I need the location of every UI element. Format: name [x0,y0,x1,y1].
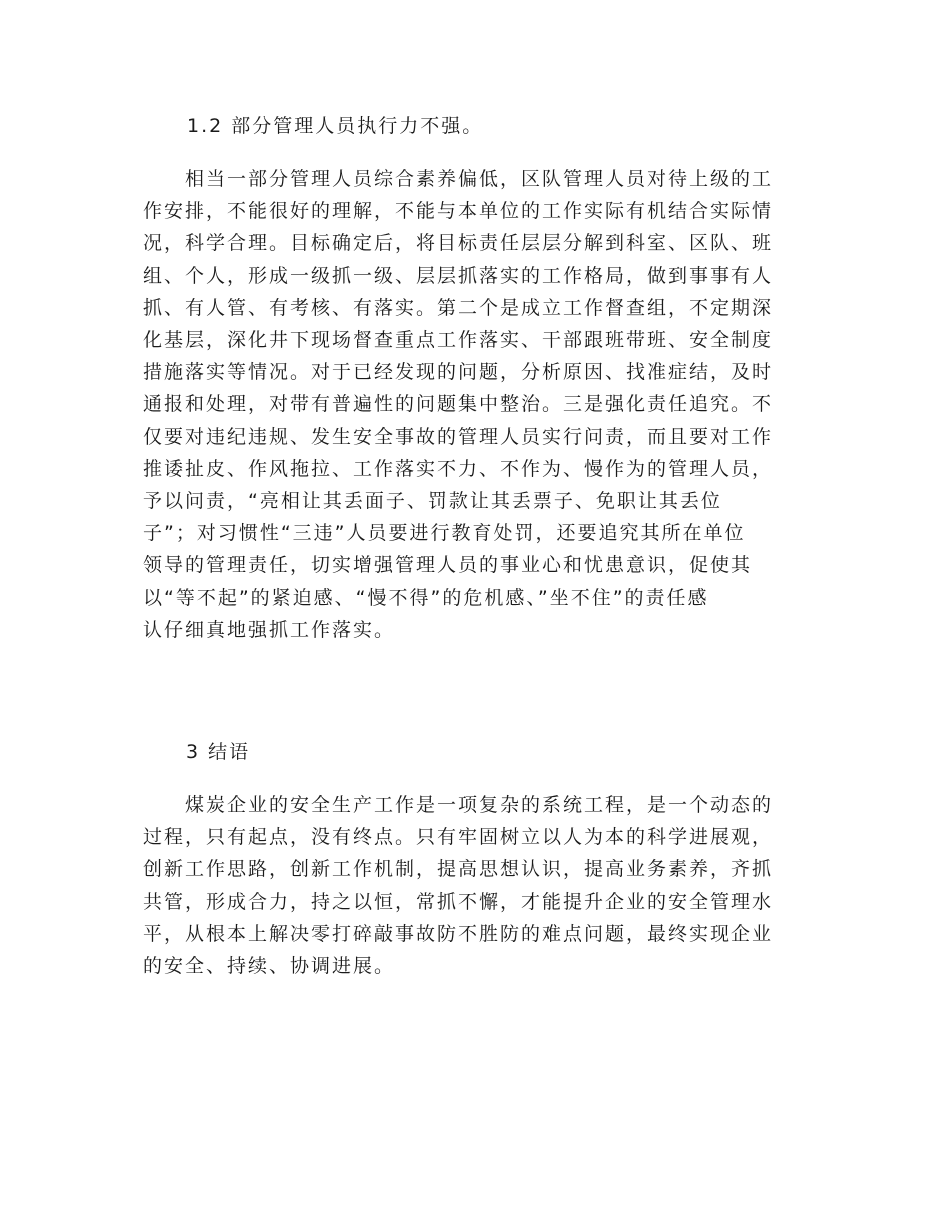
paragraph-line: 通报和处理，对带有普遍性的问题集中整治。三是强化责任追究。不 [143,393,774,416]
conclusion-paragraph [143,789,823,982]
paragraph-line: 平，从根本上解决零打碎敲事故防不胜防的难点问题，最终实现企业 [143,922,774,945]
paragraph-line: 以“等不起”的紧迫感、“慢不得”的危机感、”坐不住”的责任感 [143,586,709,609]
paragraph-line: 抓、有人管、有考核、有落实。第二个是成立工作督查组，不定期深 [143,296,774,319]
paragraph-line: 组、个人，形成一级抓一级、层层抓落实的工作格局，做到事事有人 [143,264,774,287]
paragraph-line: 相当一部分管理人员综合素养偏低，区队管理人员对待上级的工 [143,168,774,190]
paragraph-line: 子”；对习惯性“三违”人员要进行教育处罚，还要追究其所在单位 [143,522,746,545]
section-heading-1-2: 1.2 部分管理人员执行力不强。 [187,115,484,137]
paragraph-line: 况，科学合理。目标确定后，将目标责任层层分解到科室、区队、班 [143,232,774,255]
paragraph-line: 过程，只有起点，没有终点。只有牢固树立以人为本的科学进展观， [143,826,774,849]
paragraph-line: 的安全、持续、协调进展。 [143,955,396,978]
paragraph-line: 予以问责，“亮相让其丢面子、罚款让其丢票子、免职让其丢位 [143,490,722,513]
paragraph-line: 仅要对违纪违规、发生安全事故的管理人员实行问责，而且要对工作 [143,425,774,448]
paragraph-line: 领导的管理责任，切实增强管理人员的事业心和忧患意识，促使其 [143,554,753,577]
paragraph-line: 煤炭企业的安全生产工作是一项复杂的系统工程，是一个动态的 [143,794,774,816]
paragraph-line: 创新工作思路，创新工作机制，提高思想认识，提高业务素养，齐抓 [143,858,774,881]
section-heading-3: 3 结语 [186,741,251,763]
section-1-2-paragraph [143,163,823,646]
paragraph-line: 共管，形成合力，持之以恒，常抓不懈，才能提升企业的安全管理水 [143,890,774,913]
paragraph-line: 认仔细真地强抓工作落实。 [143,618,396,641]
paragraph-line: 化基层，深化井下现场督查重点工作落实、干部跟班带班、安全制度 [143,329,774,352]
paragraph-line: 作安排，不能很好的理解，不能与本单位的工作实际有机结合实际情 [143,200,774,223]
paragraph-line: 措施落实等情况。对于已经发现的问题，分析原因、找准症结，及时 [143,361,774,384]
paragraph-line: 推诿扯皮、作风拖拉、工作落实不力、不作为、慢作为的管理人员， [143,457,774,480]
